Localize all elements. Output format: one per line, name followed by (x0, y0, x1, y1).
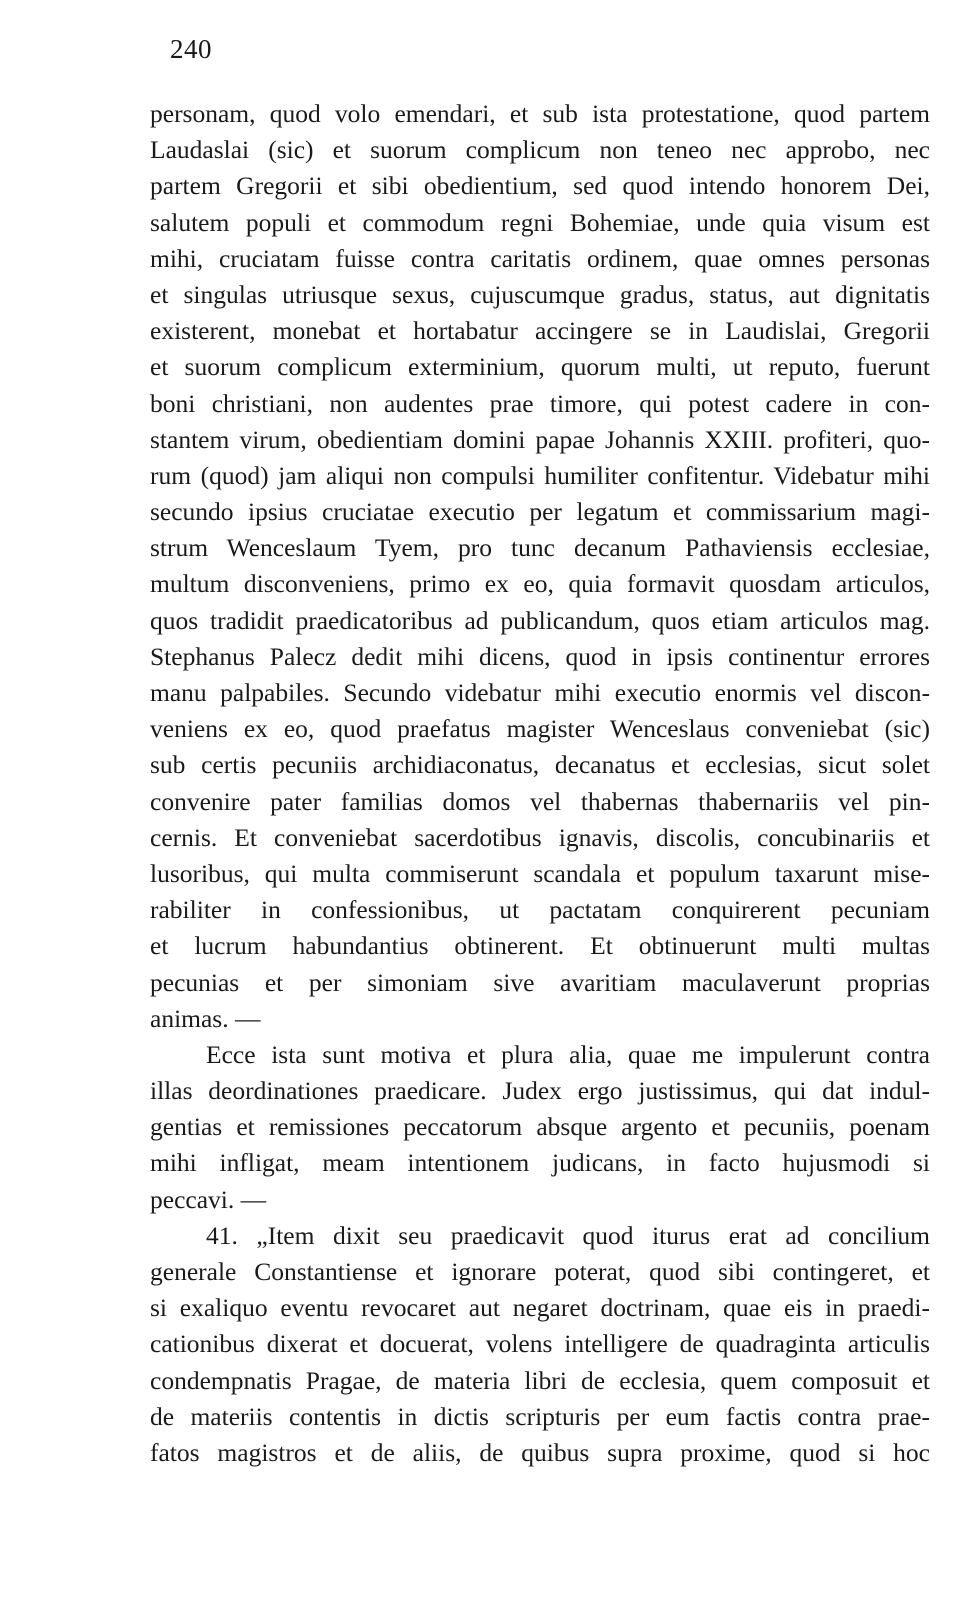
text-line: secundo ipsius cruciatae executio per legatum et commissarium magi- (150, 497, 930, 527)
text-line: convenire pater familias domos vel thabernas thabernariis vel pin- (150, 786, 930, 816)
text-line: gentias et remissiones peccatorum absque argento et pecuniis, poenam (150, 1112, 930, 1142)
text-line: 41. „Item dixit seu praedicavit quod iturus erat ad concilium (206, 1220, 930, 1250)
text-line: rum (quod) jam aliqui non compulsi humiliter confitentur. Videbatur mihi (150, 460, 930, 490)
text-line: generale Constantiense et ignorare poterat, quod sibi contingeret, et (150, 1257, 930, 1286)
text-line: manu palpabiles. Secundo videbatur mihi executio enormis vel discon- (150, 678, 930, 707)
text-line: Ecce ista sunt motiva et plura alia, quae me impulerunt contra (206, 1039, 930, 1069)
text-line: condempnatis Pragae, de materia libri de ecclesia, quem composuit et (150, 1365, 930, 1395)
text-line: strum Wenceslaum Tyem, pro tunc decanum Pathaviensis ecclesiae, (150, 533, 930, 563)
page-number: 240 (170, 34, 212, 64)
text-line: et lucrum habundantius obtinerent. Et obtinuerunt multi multas (150, 931, 930, 961)
text-line: animas. — (150, 1003, 261, 1033)
text-line: fatos magistros et de aliis, de quibus supra proxime, quod si hoc (150, 1437, 930, 1467)
text-line: Laudaslai (sic) et suorum complicum non teneo nec approbo, nec (150, 135, 930, 165)
text-line: cationibus dixerat et docuerat, volens intelligere de quadraginta articulis (150, 1329, 930, 1359)
text-line: et suorum complicum exterminium, quorum multi, ut reputo, fuerunt (150, 352, 930, 382)
text-line: salutem populi et commodum regni Bohemiae, unde quia visum est (150, 207, 930, 237)
body-text (150, 96, 930, 1471)
text-line: mihi, cruciatam fuisse contra caritatis ordinem, quae omnes personas (150, 243, 930, 273)
text-line: Stephanus Palecz dedit mihi dicens, quod in ipsis continentur errores (150, 641, 930, 671)
text-line: rabiliter in confessionibus, ut pactatam conquirerent pecuniam (150, 895, 930, 925)
text-line: veniens ex eo, quod praefatus magister Wenceslaus conveniebat (sic) (150, 714, 930, 744)
text-line: quos tradidit praedicatoribus ad publicandum, quos etiam articulos mag. (150, 605, 930, 635)
text-line: peccavi. — (150, 1184, 267, 1214)
text-line: multum disconveniens, primo ex eo, quia formavit quosdam articulos, (150, 569, 930, 599)
text-line: si exaliquo eventu revocaret aut negaret doctrinam, quae eis in praedi- (150, 1293, 930, 1323)
text-line: cernis. Et conveniebat sacerdotibus ignavis, discolis, concubinariis et (150, 822, 930, 852)
text-line: stantem virum, obedientiam domini papae Johannis XXIII. profiteri, quo- (150, 424, 930, 454)
text-line: partem Gregorii et sibi obedientium, sed quod intendo honorem Dei, (150, 171, 930, 201)
text-line: de materiis contentis in dictis scripturis per eum factis contra prae- (150, 1401, 930, 1431)
text-line: mihi infligat, meam intentionem judicans, in facto hujusmodi si (150, 1148, 930, 1178)
text-line: lusoribus, qui multa commiserunt scandala et populum taxarunt mise- (150, 858, 930, 888)
text-line: illas deordinationes praedicare. Judex ergo justissimus, qui dat indul- (150, 1076, 930, 1106)
text-line: existerent, monebat et hortabatur accingere se in Laudislai, Gregorii (150, 316, 930, 346)
text-line: pecunias et per simoniam sive avaritiam maculaverunt proprias (150, 967, 930, 997)
text-line: boni christiani, non audentes prae timore, qui potest cadere in con- (150, 388, 930, 418)
text-line: et singulas utriusque sexus, cujuscumque gradus, status, aut dignitatis (150, 279, 930, 309)
text-line: sub certis pecuniis archidiaconatus, decanatus et ecclesias, sicut solet (150, 750, 930, 780)
text-line: personam, quod volo emendari, et sub ista protestatione, quod partem (150, 99, 930, 128)
